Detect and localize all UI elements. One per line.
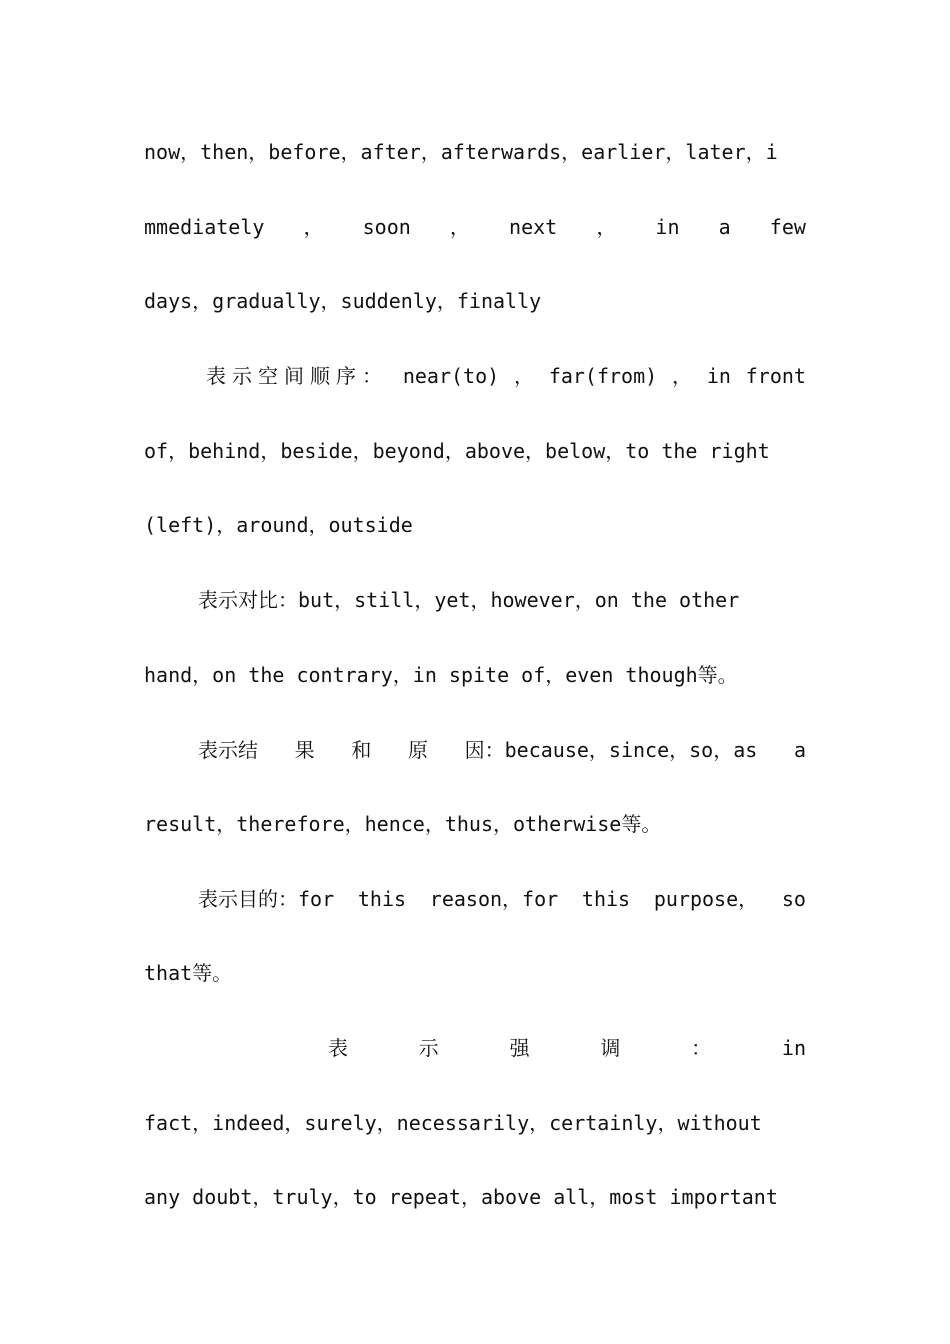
word: this xyxy=(357,887,407,911)
word: 强 xyxy=(509,1036,530,1060)
emphasis-line-3: any doubt，truly，to repeat，above all，most important xyxy=(144,1185,778,1209)
word: this xyxy=(581,887,631,911)
word: mmediately xyxy=(144,215,265,239)
space-line-1 xyxy=(144,361,806,391)
word: 表示目的：for xyxy=(198,887,335,911)
word: 表 xyxy=(328,1036,348,1060)
word: in xyxy=(706,364,731,388)
word: 表示结 xyxy=(198,738,258,762)
word: 果 xyxy=(294,738,315,762)
emphasis-line-1 xyxy=(144,1033,806,1063)
cause-line-1 xyxy=(144,735,806,765)
word: ， xyxy=(449,215,470,239)
word: a xyxy=(793,738,806,762)
word: reason，for xyxy=(429,887,559,911)
contrast-line-2: hand，on the contrary，in spite of，even though等。 xyxy=(144,663,738,687)
word: soon xyxy=(362,215,411,239)
purpose-line-1 xyxy=(144,884,806,914)
time-line-1: now，then，before，after，afterwards，earlier，later，i xyxy=(144,140,778,164)
word: 调 xyxy=(600,1036,621,1060)
word: in xyxy=(781,1036,806,1060)
heading-label: 表示空间顺序： xyxy=(206,364,388,388)
space-line-3: (left)，around，outside xyxy=(144,513,413,537)
cause-line-2: result，therefore，hence，thus，otherwise等。 xyxy=(144,812,662,836)
space-line-2: of，behind，beside，beyond，above，below，to the right xyxy=(144,439,770,463)
time-line-3: days，gradually，suddenly，finally xyxy=(144,289,542,313)
contrast-line-1: 表示对比：but，still，yet，however，on the other xyxy=(198,588,740,612)
word: 示 xyxy=(418,1036,439,1060)
word: ， xyxy=(303,215,324,239)
word: ： xyxy=(691,1036,712,1060)
word: a xyxy=(718,215,731,239)
time-line-2 xyxy=(144,212,806,242)
word: in xyxy=(655,215,680,239)
word: far(from) xyxy=(548,364,658,388)
word: ， xyxy=(672,364,693,388)
word: 因：because，since，so，as xyxy=(464,738,758,762)
word: so xyxy=(781,887,806,911)
word: front xyxy=(745,364,806,388)
word: 原 xyxy=(407,738,428,762)
word: purpose， xyxy=(653,887,759,911)
word: next xyxy=(509,215,558,239)
word: ， xyxy=(596,215,617,239)
purpose-line-2: that等。 xyxy=(144,961,233,985)
word: few xyxy=(769,215,806,239)
emphasis-line-2: fact，indeed，surely，necessarily，certainly，without xyxy=(144,1111,762,1135)
word: ， xyxy=(513,364,534,388)
word: 和 xyxy=(351,738,372,762)
word: near(to) xyxy=(402,364,500,388)
